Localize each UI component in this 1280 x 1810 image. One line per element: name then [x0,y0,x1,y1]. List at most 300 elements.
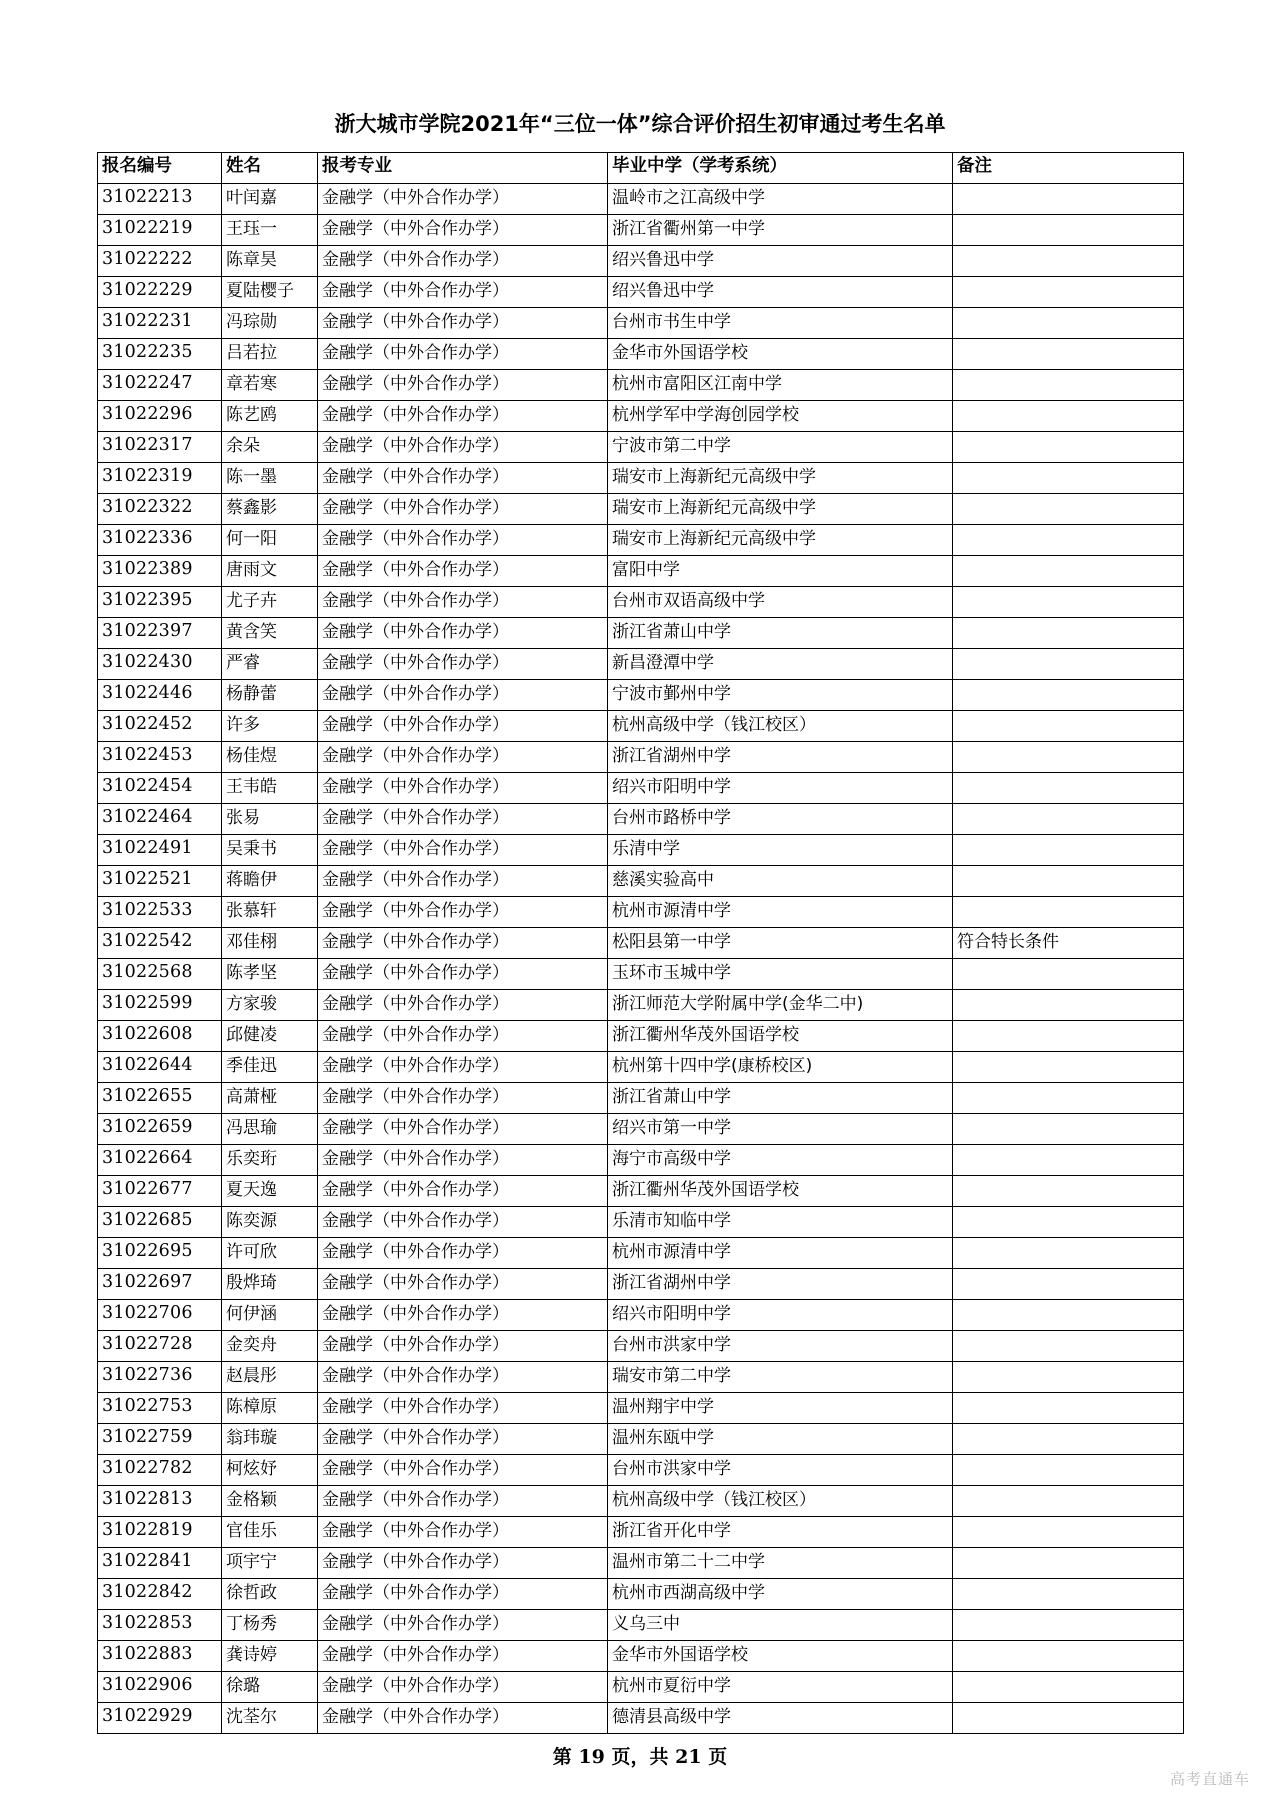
cell-remark [953,246,1184,277]
cell-registration-id: 31022906 [98,1672,222,1703]
cell-major: 金融学（中外合作办学） [318,215,608,246]
cell-remark [953,1486,1184,1517]
cell-student-name: 叶闰嘉 [222,184,318,215]
cell-registration-id: 31022336 [98,525,222,556]
table-row [98,773,1184,804]
cell-major: 金融学（中外合作办学） [318,990,608,1021]
table-row [98,401,1184,432]
cell-student-name: 余朵 [222,432,318,463]
cell-student-name: 邱健凌 [222,1021,318,1052]
table-row [98,1269,1184,1300]
cell-high-school: 瑞安市上海新纪元高级中学 [608,463,953,494]
table-row [98,1207,1184,1238]
cell-major: 金融学（中外合作办学） [318,1610,608,1641]
cell-high-school: 金华市外国语学校 [608,339,953,370]
cell-high-school: 台州市路桥中学 [608,804,953,835]
cell-high-school: 德清县高级中学 [608,1703,953,1734]
table-row [98,711,1184,742]
cell-major: 金融学（中外合作办学） [318,246,608,277]
cell-major: 金融学（中外合作办学） [318,1238,608,1269]
table-row [98,215,1184,246]
cell-major: 金融学（中外合作办学） [318,711,608,742]
cell-high-school: 浙江省湖州中学 [608,1269,953,1300]
cell-student-name: 陈孝坚 [222,959,318,990]
table-row [98,959,1184,990]
cell-high-school: 瑞安市第二中学 [608,1362,953,1393]
cell-high-school: 宁波市鄞州中学 [608,680,953,711]
cell-registration-id: 31022929 [98,1703,222,1734]
cell-student-name: 季佳迅 [222,1052,318,1083]
cell-student-name: 金奕舟 [222,1331,318,1362]
cell-major: 金融学（中外合作办学） [318,1517,608,1548]
cell-remark [953,1672,1184,1703]
column-header-name: 姓名 [222,153,318,184]
cell-remark [953,401,1184,432]
cell-registration-id: 31022213 [98,184,222,215]
cell-major: 金融学（中外合作办学） [318,804,608,835]
cell-major: 金融学（中外合作办学） [318,184,608,215]
cell-remark [953,897,1184,928]
cell-registration-id: 31022542 [98,928,222,959]
table-row [98,1517,1184,1548]
cell-high-school: 杭州学军中学海创园学校 [608,401,953,432]
watermark: 高考直通车 [1169,1770,1250,1788]
table-row [98,1145,1184,1176]
cell-major: 金融学（中外合作办学） [318,897,608,928]
cell-student-name: 许多 [222,711,318,742]
cell-remark [953,959,1184,990]
cell-remark [953,308,1184,339]
cell-registration-id: 31022454 [98,773,222,804]
table-row [98,556,1184,587]
cell-student-name: 陈一墨 [222,463,318,494]
cell-remark [953,463,1184,494]
cell-high-school: 乐清中学 [608,835,953,866]
cell-high-school: 浙江省湖州中学 [608,742,953,773]
table-row [98,680,1184,711]
cell-high-school: 金华市外国语学校 [608,1641,953,1672]
cell-remark [953,742,1184,773]
cell-high-school: 台州市书生中学 [608,308,953,339]
cell-student-name: 乐奕珩 [222,1145,318,1176]
cell-major: 金融学（中外合作办学） [318,1021,608,1052]
cell-remark [953,184,1184,215]
table-row [98,866,1184,897]
cell-major: 金融学（中外合作办学） [318,1703,608,1734]
table-row [98,804,1184,835]
cell-registration-id: 31022664 [98,1145,222,1176]
cell-high-school: 杭州市源清中学 [608,897,953,928]
cell-registration-id: 31022728 [98,1331,222,1362]
cell-student-name: 殷烨琦 [222,1269,318,1300]
cell-major: 金融学（中外合作办学） [318,432,608,463]
table-row [98,184,1184,215]
cell-remark [953,1207,1184,1238]
cell-registration-id: 31022322 [98,494,222,525]
cell-student-name: 翁玮璇 [222,1424,318,1455]
roster-table [97,152,1184,1734]
table-row [98,649,1184,680]
cell-major: 金融学（中外合作办学） [318,1114,608,1145]
cell-high-school: 绍兴鲁迅中学 [608,277,953,308]
cell-remark [953,680,1184,711]
cell-remark [953,835,1184,866]
cell-major: 金融学（中外合作办学） [318,1052,608,1083]
cell-high-school: 杭州第十四中学(康桥校区) [608,1052,953,1083]
cell-high-school: 宁波市第二中学 [608,432,953,463]
cell-registration-id: 31022229 [98,277,222,308]
cell-major: 金融学（中外合作办学） [318,773,608,804]
page-title: 浙大城市学院2021年“三位一体”综合评价招生初审通过考生名单 [334,112,946,136]
cell-student-name: 蔡鑫影 [222,494,318,525]
cell-registration-id: 31022853 [98,1610,222,1641]
table-row [98,897,1184,928]
table-row [98,1486,1184,1517]
column-header-remark: 备注 [953,153,1184,184]
cell-major: 金融学（中外合作办学） [318,680,608,711]
table-row [98,246,1184,277]
cell-remark [953,1145,1184,1176]
cell-high-school: 浙江师范大学附属中学(金华二中) [608,990,953,1021]
table-row [98,1610,1184,1641]
cell-registration-id: 31022395 [98,587,222,618]
cell-registration-id: 31022296 [98,401,222,432]
cell-remark [953,370,1184,401]
table-row [98,1238,1184,1269]
cell-major: 金融学（中外合作办学） [318,1176,608,1207]
cell-high-school: 浙江省萧山中学 [608,618,953,649]
cell-remark [953,1176,1184,1207]
cell-high-school: 绍兴市阳明中学 [608,773,953,804]
table-row [98,742,1184,773]
cell-major: 金融学（中外合作办学） [318,928,608,959]
table-row [98,370,1184,401]
table-row [98,1424,1184,1455]
cell-student-name: 方家骏 [222,990,318,1021]
cell-high-school: 瑞安市上海新纪元高级中学 [608,525,953,556]
cell-remark [953,215,1184,246]
cell-remark [953,1424,1184,1455]
cell-registration-id: 31022568 [98,959,222,990]
cell-remark [953,1703,1184,1734]
cell-high-school: 浙江衢州华茂外国语学校 [608,1176,953,1207]
cell-student-name: 官佳乐 [222,1517,318,1548]
cell-high-school: 海宁市高级中学 [608,1145,953,1176]
cell-major: 金融学（中外合作办学） [318,1424,608,1455]
cell-remark [953,432,1184,463]
table-row [98,308,1184,339]
cell-remark [953,1021,1184,1052]
cell-registration-id: 31022677 [98,1176,222,1207]
cell-major: 金融学（中外合作办学） [318,401,608,432]
cell-major: 金融学（中外合作办学） [318,1486,608,1517]
cell-student-name: 杨静蕾 [222,680,318,711]
table-row [98,525,1184,556]
cell-major: 金融学（中外合作办学） [318,1579,608,1610]
cell-major: 金融学（中外合作办学） [318,277,608,308]
roster-table-body [98,184,1184,1734]
cell-major: 金融学（中外合作办学） [318,370,608,401]
cell-registration-id: 31022685 [98,1207,222,1238]
cell-remark [953,277,1184,308]
footer-page-prefix: 第 [552,1746,572,1768]
table-row [98,618,1184,649]
cell-major: 金融学（中外合作办学） [318,308,608,339]
cell-high-school: 杭州市西湖高级中学 [608,1579,953,1610]
cell-remark [953,1641,1184,1672]
cell-remark [953,556,1184,587]
cell-major: 金融学（中外合作办学） [318,866,608,897]
cell-registration-id: 31022659 [98,1114,222,1145]
cell-remark [953,525,1184,556]
table-row [98,277,1184,308]
column-header-major: 报考专业 [318,153,608,184]
cell-registration-id: 31022397 [98,618,222,649]
cell-remark [953,990,1184,1021]
cell-remark [953,1114,1184,1145]
table-row [98,1579,1184,1610]
table-row [98,587,1184,618]
cell-remark [953,1052,1184,1083]
table-header-row [98,153,1184,184]
cell-registration-id: 31022464 [98,804,222,835]
cell-high-school: 慈溪实验高中 [608,866,953,897]
column-header-id: 报名编号 [98,153,222,184]
cell-registration-id: 31022883 [98,1641,222,1672]
cell-student-name: 吴秉书 [222,835,318,866]
table-row [98,1176,1184,1207]
cell-remark [953,866,1184,897]
cell-student-name: 何伊涵 [222,1300,318,1331]
cell-student-name: 黄含笑 [222,618,318,649]
table-row [98,1703,1184,1734]
cell-major: 金融学（中外合作办学） [318,959,608,990]
cell-registration-id: 31022599 [98,990,222,1021]
cell-major: 金融学（中外合作办学） [318,463,608,494]
cell-student-name: 邓佳栩 [222,928,318,959]
cell-remark [953,587,1184,618]
table-row [98,1362,1184,1393]
table-row [98,1021,1184,1052]
cell-registration-id: 31022644 [98,1052,222,1083]
cell-student-name: 章若寒 [222,370,318,401]
cell-student-name: 蒋瞻伊 [222,866,318,897]
cell-student-name: 金格颖 [222,1486,318,1517]
roster-table-wrap [97,152,1183,1734]
footer-total-pages: 21 [675,1746,702,1768]
cell-student-name: 王韦皓 [222,773,318,804]
cell-major: 金融学（中外合作办学） [318,1362,608,1393]
cell-major: 金融学（中外合作办学） [318,494,608,525]
cell-major: 金融学（中外合作办学） [318,742,608,773]
cell-registration-id: 31022782 [98,1455,222,1486]
cell-student-name: 冯思瑜 [222,1114,318,1145]
table-row [98,835,1184,866]
cell-registration-id: 31022430 [98,649,222,680]
cell-major: 金融学（中外合作办学） [318,1455,608,1486]
cell-student-name: 许可欣 [222,1238,318,1269]
cell-remark [953,1331,1184,1362]
cell-high-school: 温州翔宇中学 [608,1393,953,1424]
cell-major: 金融学（中外合作办学） [318,1331,608,1362]
cell-high-school: 浙江省衢州第一中学 [608,215,953,246]
cell-student-name: 王珏一 [222,215,318,246]
cell-high-school: 松阳县第一中学 [608,928,953,959]
cell-student-name: 高萧桠 [222,1083,318,1114]
cell-high-school: 温州东瓯中学 [608,1424,953,1455]
cell-high-school: 杭州高级中学（钱江校区） [608,711,953,742]
cell-student-name: 吕若拉 [222,339,318,370]
cell-registration-id: 31022231 [98,308,222,339]
cell-remark [953,773,1184,804]
cell-student-name: 尤子卉 [222,587,318,618]
cell-registration-id: 31022706 [98,1300,222,1331]
cell-student-name: 沈荃尔 [222,1703,318,1734]
cell-student-name: 张慕轩 [222,897,318,928]
column-header-school: 毕业中学（学考系统） [608,153,953,184]
table-row [98,1114,1184,1145]
cell-registration-id: 31022446 [98,680,222,711]
cell-registration-id: 31022608 [98,1021,222,1052]
cell-major: 金融学（中外合作办学） [318,525,608,556]
cell-registration-id: 31022736 [98,1362,222,1393]
cell-registration-id: 31022219 [98,215,222,246]
cell-major: 金融学（中外合作办学） [318,1145,608,1176]
cell-registration-id: 31022841 [98,1548,222,1579]
cell-student-name: 陈艺鸥 [222,401,318,432]
cell-high-school: 浙江省萧山中学 [608,1083,953,1114]
cell-high-school: 乐清市知临中学 [608,1207,953,1238]
cell-registration-id: 31022697 [98,1269,222,1300]
table-row [98,463,1184,494]
cell-high-school: 浙江省开化中学 [608,1517,953,1548]
cell-remark [953,1610,1184,1641]
cell-high-school: 杭州市源清中学 [608,1238,953,1269]
cell-remark [953,1300,1184,1331]
cell-high-school: 绍兴鲁迅中学 [608,246,953,277]
table-row [98,1641,1184,1672]
cell-high-school: 台州市洪家中学 [608,1331,953,1362]
cell-major: 金融学（中外合作办学） [318,1641,608,1672]
cell-remark [953,1083,1184,1114]
cell-student-name: 张易 [222,804,318,835]
cell-major: 金融学（中外合作办学） [318,1393,608,1424]
table-row [98,494,1184,525]
table-row [98,1052,1184,1083]
cell-remark [953,711,1184,742]
cell-student-name: 陈章昊 [222,246,318,277]
cell-registration-id: 31022533 [98,897,222,928]
cell-remark [953,1362,1184,1393]
cell-student-name: 冯琮勋 [222,308,318,339]
cell-high-school: 温州市第二十二中学 [608,1548,953,1579]
cell-student-name: 丁杨秀 [222,1610,318,1641]
cell-major: 金融学（中外合作办学） [318,339,608,370]
cell-student-name: 项宇宁 [222,1548,318,1579]
cell-high-school: 新昌澄潭中学 [608,649,953,680]
cell-major: 金融学（中外合作办学） [318,1672,608,1703]
cell-remark [953,1548,1184,1579]
table-row [98,1548,1184,1579]
cell-student-name: 杨佳煜 [222,742,318,773]
table-row [98,339,1184,370]
cell-registration-id: 31022655 [98,1083,222,1114]
cell-remark [953,649,1184,680]
footer-page-suffix: 页 [708,1746,728,1768]
cell-high-school: 台州市洪家中学 [608,1455,953,1486]
table-row [98,990,1184,1021]
cell-student-name: 唐雨文 [222,556,318,587]
cell-registration-id: 31022247 [98,370,222,401]
cell-major: 金融学（中外合作办学） [318,649,608,680]
cell-remark [953,1238,1184,1269]
table-row [98,1393,1184,1424]
cell-student-name: 何一阳 [222,525,318,556]
cell-registration-id: 31022317 [98,432,222,463]
cell-registration-id: 31022235 [98,339,222,370]
cell-registration-id: 31022819 [98,1517,222,1548]
cell-student-name: 龚诗婷 [222,1641,318,1672]
cell-remark [953,1393,1184,1424]
cell-remark [953,804,1184,835]
cell-high-school: 瑞安市上海新纪元高级中学 [608,494,953,525]
cell-high-school: 玉环市玉城中学 [608,959,953,990]
cell-registration-id: 31022813 [98,1486,222,1517]
cell-registration-id: 31022452 [98,711,222,742]
cell-high-school: 温岭市之江高级中学 [608,184,953,215]
cell-student-name: 严睿 [222,649,318,680]
table-row [98,432,1184,463]
cell-remark [953,618,1184,649]
cell-high-school: 富阳中学 [608,556,953,587]
cell-major: 金融学（中外合作办学） [318,1083,608,1114]
cell-high-school: 浙江衢州华茂外国语学校 [608,1021,953,1052]
cell-major: 金融学（中外合作办学） [318,1269,608,1300]
cell-high-school: 杭州高级中学（钱江校区） [608,1486,953,1517]
cell-student-name: 柯炫妤 [222,1455,318,1486]
cell-high-school: 杭州市富阳区江南中学 [608,370,953,401]
footer-page-middle: 页，共 [611,1746,669,1768]
table-row [98,1672,1184,1703]
cell-remark: 符合特长条件 [953,928,1184,959]
cell-remark [953,1517,1184,1548]
cell-major: 金融学（中外合作办学） [318,1548,608,1579]
cell-registration-id: 31022753 [98,1393,222,1424]
cell-high-school: 绍兴市第一中学 [608,1114,953,1145]
cell-registration-id: 31022453 [98,742,222,773]
cell-student-name: 夏天逸 [222,1176,318,1207]
cell-registration-id: 31022759 [98,1424,222,1455]
cell-student-name: 陈樟原 [222,1393,318,1424]
table-row [98,1331,1184,1362]
cell-registration-id: 31022521 [98,866,222,897]
cell-major: 金融学（中外合作办学） [318,556,608,587]
cell-registration-id: 31022695 [98,1238,222,1269]
cell-registration-id: 31022222 [98,246,222,277]
cell-student-name: 陈奕源 [222,1207,318,1238]
cell-registration-id: 31022842 [98,1579,222,1610]
cell-remark [953,339,1184,370]
cell-major: 金融学（中外合作办学） [318,1207,608,1238]
cell-remark [953,494,1184,525]
table-row [98,1455,1184,1486]
table-row [98,1083,1184,1114]
cell-high-school: 义乌三中 [608,1610,953,1641]
footer-current-page: 19 [578,1746,605,1768]
cell-remark [953,1269,1184,1300]
cell-high-school: 台州市双语高级中学 [608,587,953,618]
cell-major: 金融学（中外合作办学） [318,1300,608,1331]
